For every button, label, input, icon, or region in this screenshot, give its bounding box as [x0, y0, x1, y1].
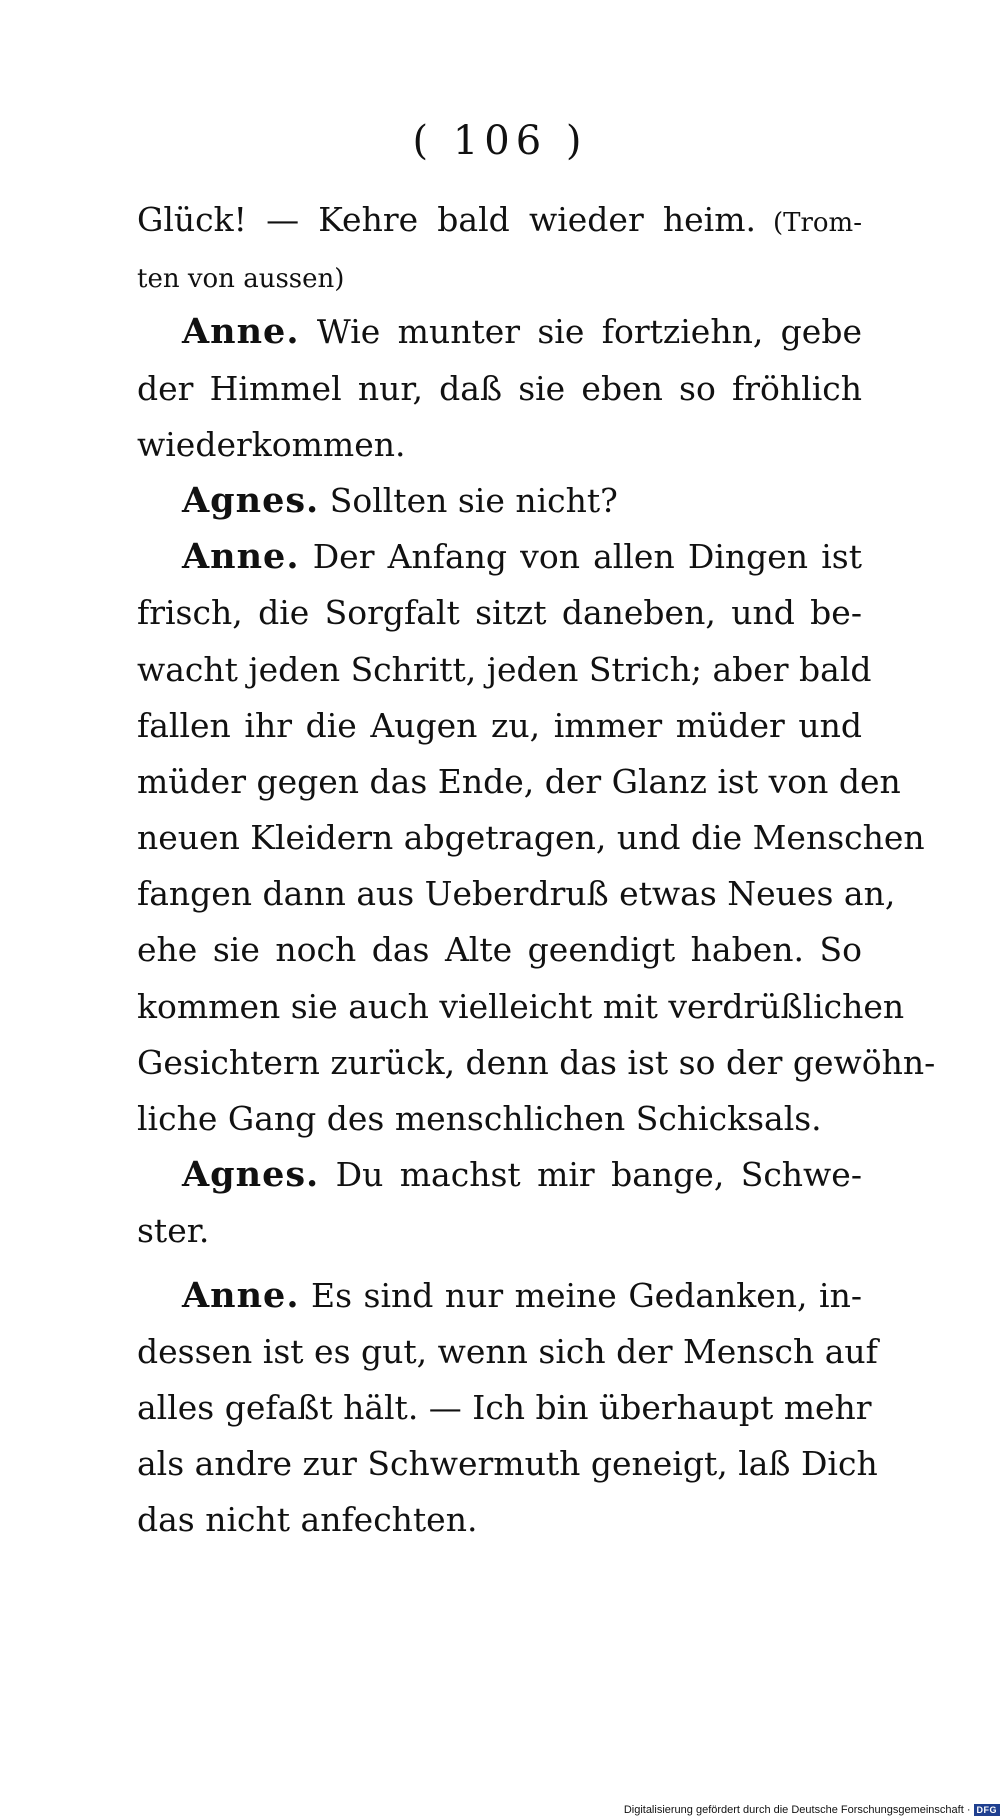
line-text: wacht jeden Schritt, jeden Strich; aber bald — [137, 649, 872, 689]
text-line — [137, 304, 862, 360]
text-line — [137, 417, 862, 473]
speaker-name: Agnes. — [182, 479, 320, 521]
line-text: wiederkommen. — [137, 424, 406, 464]
line-text: neuen Kleidern abgetragen, und die Menschen — [137, 818, 925, 858]
page-number: ( 106 ) — [412, 118, 588, 164]
text-line — [137, 754, 901, 810]
line-text: der Himmel nur, daß sie eben so fröhlich — [137, 368, 862, 408]
text-line — [137, 585, 862, 641]
line-text: liche Gang des menschlichen Schicksals. — [137, 1099, 822, 1138]
text-line — [137, 248, 862, 304]
line-text: alles gefaßt hält. — Ich bin überhaupt mehr — [137, 1387, 872, 1427]
text-line — [137, 1492, 862, 1548]
text-line — [137, 922, 862, 978]
speaker-name: Anne. — [182, 536, 300, 578]
line-text: frisch, die Sorgfalt sitzt daneben, und be- — [137, 593, 862, 633]
line-text: das nicht anfechten. — [137, 1500, 478, 1540]
text-line — [137, 1324, 878, 1380]
dfg-logo: DFG — [974, 1804, 1000, 1816]
text-line — [137, 1091, 862, 1147]
line-text: Gesichtern zurück, denn das ist so der gewöhn- — [137, 1042, 936, 1082]
line-text: Du machst mir bange, Schwe- — [319, 1155, 862, 1195]
text-line — [137, 1203, 862, 1259]
text-line — [137, 642, 872, 698]
speaker-name: Agnes. — [182, 1154, 320, 1196]
line-text: fangen dann aus Ueberdruß etwas Neues an, — [137, 874, 896, 914]
text-line — [137, 1147, 862, 1203]
line-text: ster. — [137, 1211, 210, 1251]
text-line — [137, 1035, 936, 1091]
footer-credit: Digitalisierung gefördert durch die Deutsche Forschungsgemeinschaft · — [623, 1804, 971, 1816]
line-text: (Trom- — [756, 208, 862, 238]
text-line — [137, 1380, 872, 1436]
text-line — [137, 866, 896, 922]
line-text: als andre zur Schwermuth geneigt, laß Dich — [137, 1444, 878, 1484]
speaker-name: Anne. — [182, 311, 300, 353]
page-text — [137, 192, 936, 1549]
line-text: ehe sie noch das Alte geendigt haben. So — [137, 930, 862, 970]
text-line — [137, 1268, 862, 1324]
line-text: Sollten sie nicht? — [319, 480, 618, 520]
footer — [624, 1804, 1000, 1816]
text-line — [137, 1436, 878, 1492]
line-text: ten von aussen) — [137, 264, 345, 295]
line-text: fallen ihr die Augen zu, immer müder und — [137, 705, 862, 745]
speaker-name: Anne. — [182, 1274, 300, 1316]
text-line — [137, 529, 862, 585]
text-line — [137, 979, 905, 1035]
text-line — [137, 473, 862, 529]
line-text: Der Anfang von allen Dingen ist — [299, 537, 862, 577]
line-text: Es sind nur meine Gedanken, in- — [299, 1275, 862, 1315]
line-text: kommen sie auch vielleicht mit verdrüßlichen — [137, 986, 905, 1026]
line-text: Glück! — Kehre bald wieder heim. — [137, 200, 757, 239]
line-text: müder gegen das Ende, der Glanz ist von den — [137, 761, 901, 801]
line-text: dessen ist es gut, wenn sich der Mensch auf — [137, 1331, 878, 1371]
text-line — [137, 361, 862, 417]
line-text: Wie munter sie fortziehn, gebe — [299, 312, 862, 352]
text-line — [137, 192, 862, 248]
text-line — [137, 810, 925, 866]
text-line — [137, 698, 862, 754]
